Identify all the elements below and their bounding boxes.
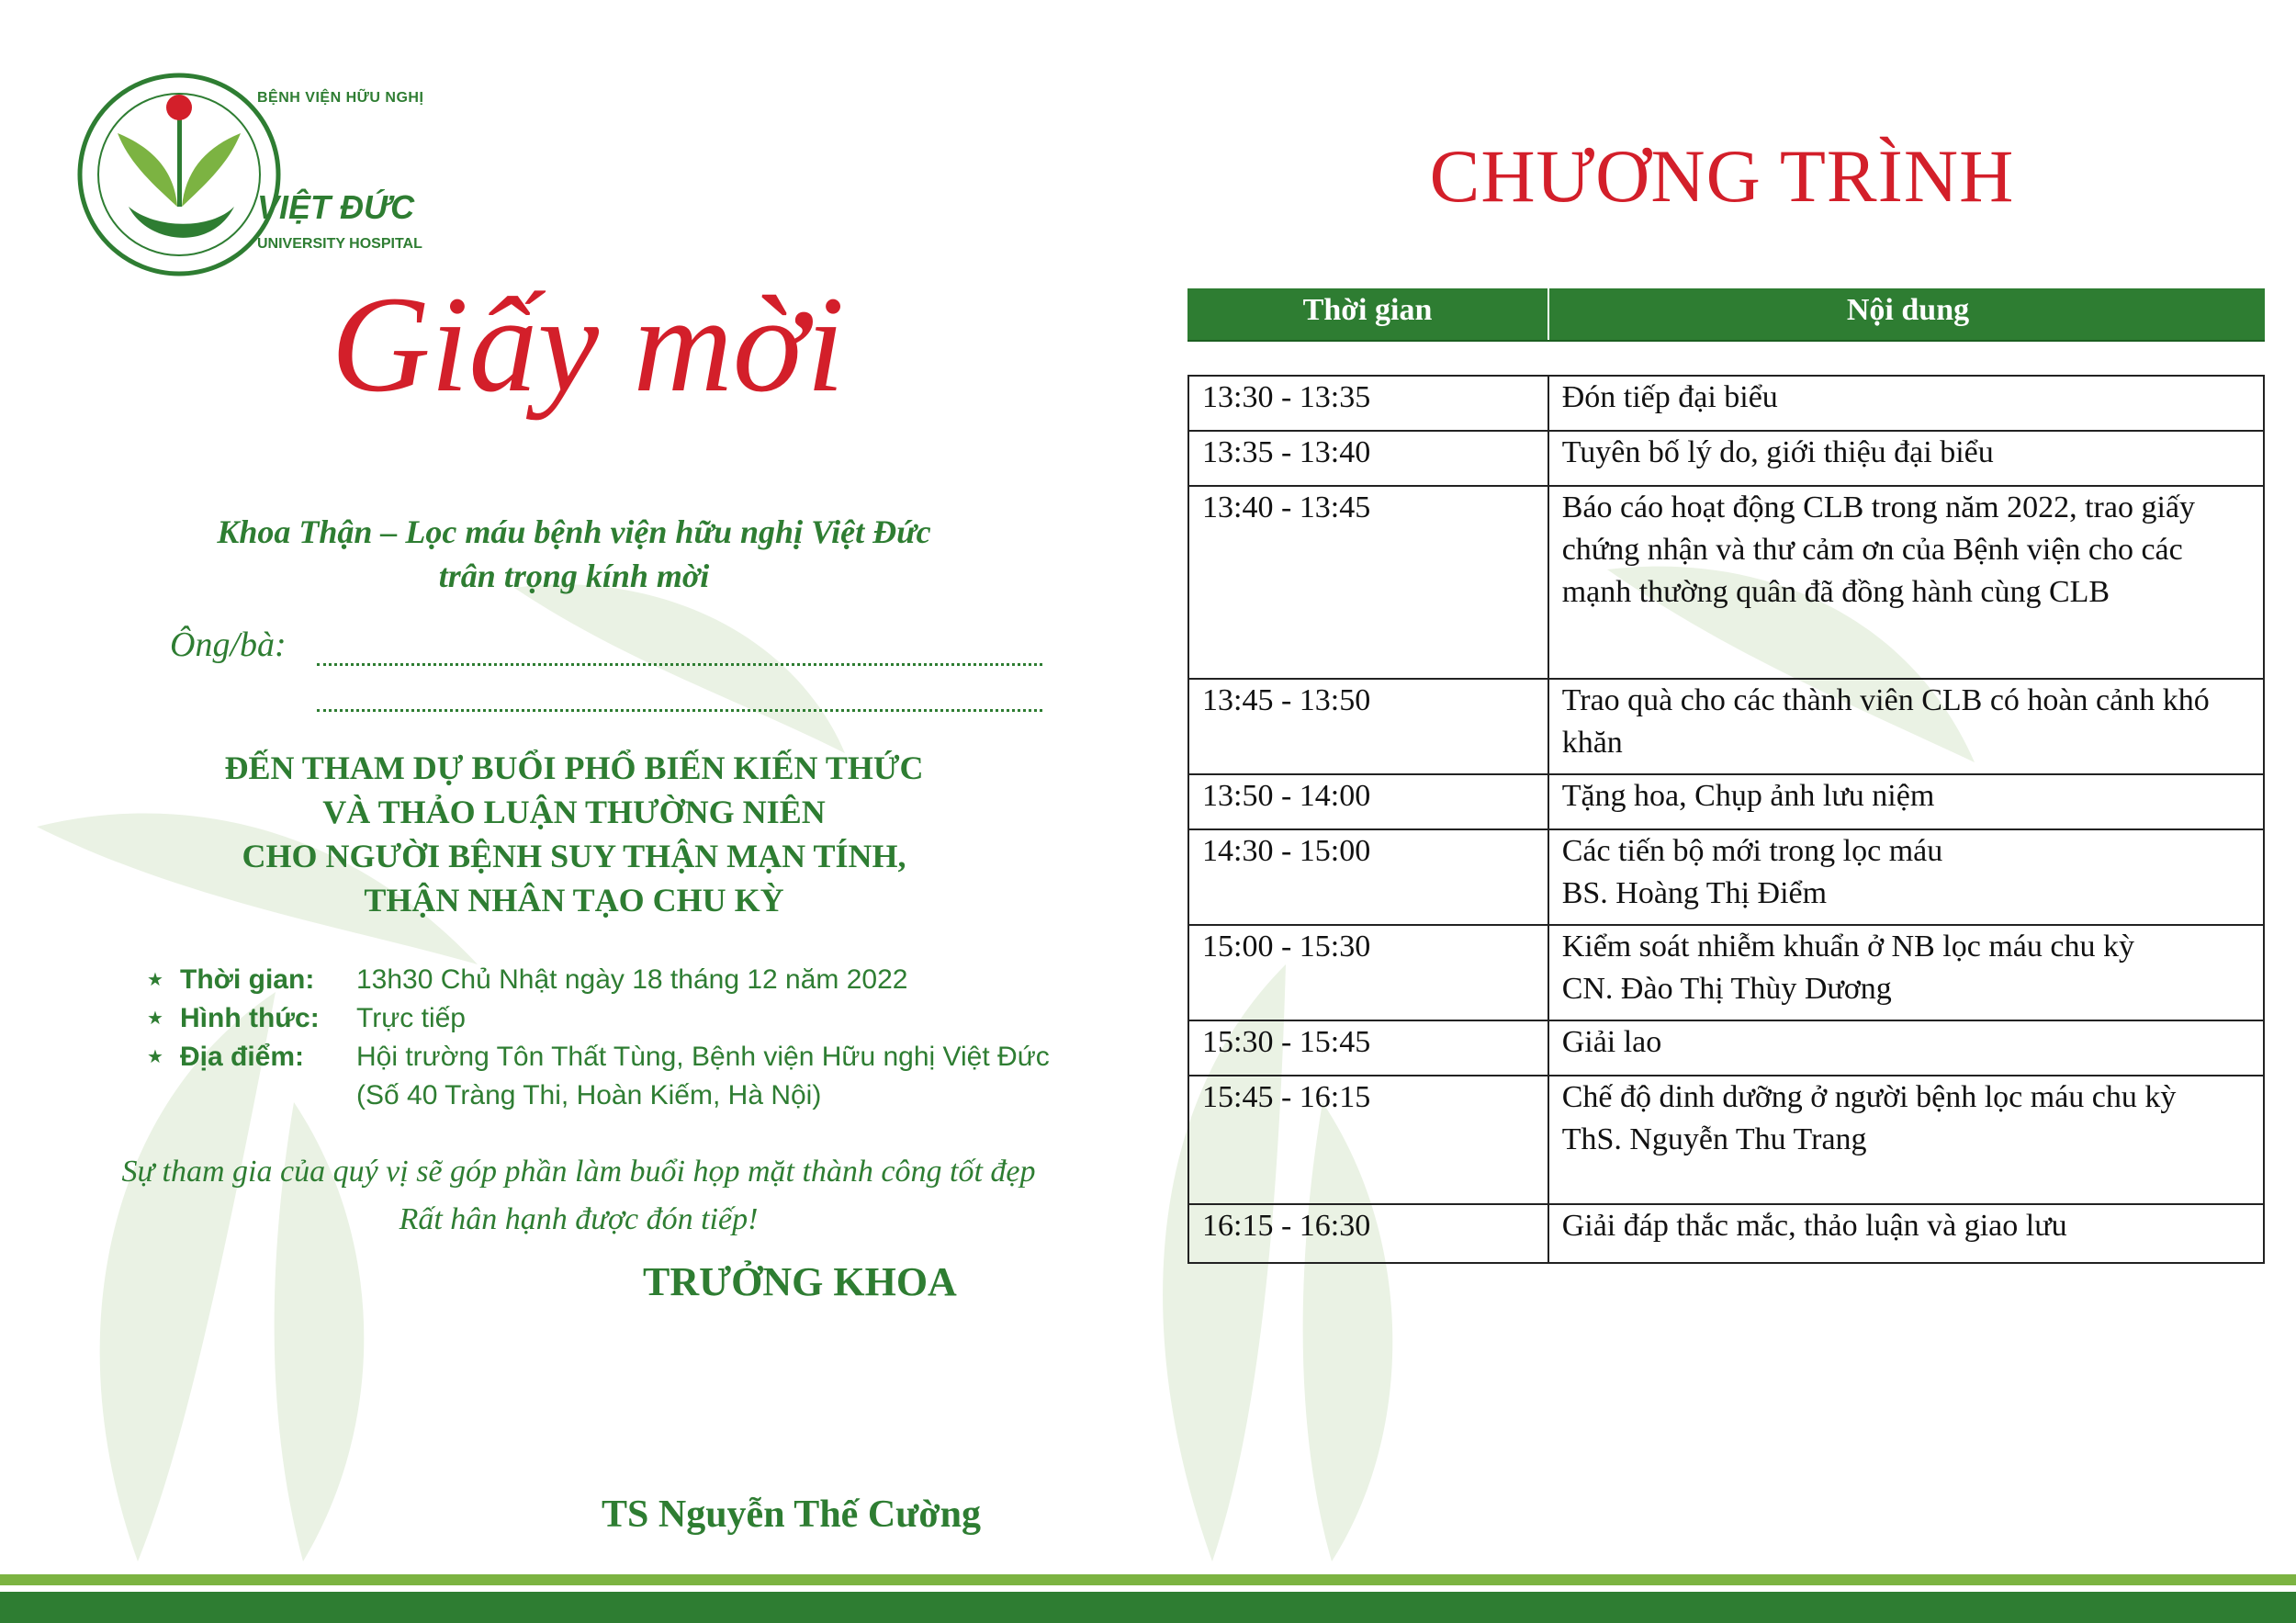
talk-title: Các tiến bộ mới trong lọc máu	[1561, 834, 1943, 868]
detail-value: Hội trường Tôn Thất Tùng, Bệnh viện Hữu nghị Việt Đức	[356, 1042, 1050, 1072]
row-content	[1548, 829, 2264, 925]
event-title-line: THẬN NHÂN TẠO CHU KỲ	[364, 882, 784, 919]
invite-org	[110, 510, 1038, 598]
row-content: Đón tiếp đại biểu	[1548, 376, 2264, 431]
row-time: 15:00 - 15:30	[1188, 925, 1548, 1020]
table-row	[1188, 376, 2264, 431]
detail-place	[147, 1042, 1111, 1080]
footer-band-light	[0, 1574, 2296, 1585]
event-title-line: VÀ THẢO LUẬN THƯỜNG NIÊN	[322, 794, 826, 830]
speaker-name: CN. Đào Thị Thùy Dương	[1561, 972, 1892, 1006]
row-time: 13:30 - 13:35	[1188, 376, 1548, 431]
detail-format	[147, 1003, 1111, 1042]
event-title-line: ĐẾN THAM DỰ BUỔI PHỔ BIẾN KIẾN THỨC	[224, 750, 924, 786]
detail-label: Hình thức:	[180, 1003, 320, 1033]
signer-name: TS Nguyễn Thế Cường	[602, 1493, 981, 1536]
logo-text-top: BỆNH VIỆN HỮU NGHỊ	[257, 90, 424, 106]
row-content: Trao quà cho các thành viên CLB có hoàn cảnh khó khăn	[1548, 679, 2264, 774]
row-content: Tặng hoa, Chụp ảnh lưu niệm	[1548, 774, 2264, 829]
table-row	[1188, 431, 2264, 486]
event-title-line: CHO NGƯỜI BỆNH SUY THẬN MẠN TÍNH,	[242, 838, 906, 874]
row-time: 16:15 - 16:30	[1188, 1204, 1548, 1263]
row-time: 13:45 - 13:50	[1188, 679, 1548, 774]
row-content: Báo cáo hoạt động CLB trong năm 2022, trao giấy chứng nhận và thư cảm ơn của Bệnh viện cho các mạnh thường quân đã đồng hành cùng CLB	[1548, 486, 2264, 679]
speaker-name: ThS. Nguyễn Thu Trang	[1561, 1122, 1867, 1156]
invitation-title: Giấy mời	[331, 268, 845, 421]
table-row	[1188, 486, 2264, 679]
table-row	[1188, 679, 2264, 774]
row-time: 14:30 - 15:00	[1188, 829, 1548, 925]
row-content: Tuyên bố lý do, giới thiệu đại biểu	[1548, 431, 2264, 486]
event-details	[147, 964, 1111, 1119]
program-table	[1187, 375, 2265, 1264]
table-row	[1188, 1076, 2264, 1204]
program-table-header	[1187, 288, 2265, 342]
closing-line: Rất hân hạnh được đón tiếp!	[399, 1202, 759, 1236]
row-content	[1548, 925, 2264, 1020]
star-icon: ★	[147, 970, 163, 990]
closing-text	[37, 1148, 1120, 1244]
table-row	[1188, 774, 2264, 829]
row-time: 13:35 - 13:40	[1188, 431, 1548, 486]
talk-title: Kiểm soát nhiễm khuẩn ở NB lọc máu chu kỳ	[1561, 930, 2134, 964]
star-icon: ★	[147, 1047, 163, 1067]
talk-title: Chế độ dinh dưỡng ở người bệnh lọc máu chu kỳ	[1561, 1080, 2177, 1114]
logo-text-bottom: UNIVERSITY HOSPITAL	[257, 236, 422, 252]
detail-value: (Số 40 Tràng Thi, Hoàn Kiếm, Hà Nội)	[356, 1080, 822, 1110]
table-row	[1188, 1020, 2264, 1076]
logo-text-main: VIỆT ĐỨC	[257, 188, 415, 226]
row-content	[1548, 1076, 2264, 1204]
table-row	[1188, 1204, 2264, 1263]
detail-address	[147, 1080, 1111, 1119]
detail-value: 13h30 Chủ Nhật ngày 18 tháng 12 năm 2022	[356, 964, 908, 995]
row-content: Giải lao	[1548, 1020, 2264, 1076]
speaker-name: BS. Hoàng Thị Điểm	[1561, 876, 1828, 910]
invite-phrase: trân trọng kính mời	[438, 558, 710, 594]
detail-label: Địa điểm:	[180, 1042, 305, 1072]
footer-band-dark	[0, 1592, 2296, 1623]
closing-line: Sự tham gia của quý vị sẽ góp phần làm buổi họp mặt thành công tốt đẹp	[121, 1155, 1036, 1189]
table-row	[1188, 829, 2264, 925]
detail-value: Trực tiếp	[356, 1003, 466, 1033]
column-header-content: Nội dung	[1548, 288, 2267, 340]
column-header-time: Thời gian	[1302, 293, 1433, 327]
table-row	[1188, 925, 2264, 1020]
signer-role: TRƯỞNG KHOA	[643, 1259, 957, 1304]
detail-label: Thời gian:	[180, 964, 315, 995]
row-time: 13:40 - 13:45	[1188, 486, 1548, 679]
org-line: Khoa Thận – Lọc máu bệnh viện hữu nghị Việt Đức	[217, 513, 931, 550]
event-title	[101, 746, 1047, 922]
program-title: CHƯƠNG TRÌNH	[1429, 134, 2015, 218]
recipient-dotted-line	[317, 663, 1042, 666]
recipient-dotted-line	[317, 709, 1042, 712]
detail-time	[147, 964, 1111, 1003]
row-time: 15:30 - 15:45	[1188, 1020, 1548, 1076]
row-content: Giải đáp thắc mắc, thảo luận và giao lưu	[1548, 1204, 2264, 1263]
star-icon: ★	[147, 1009, 163, 1029]
row-time: 15:45 - 16:15	[1188, 1076, 1548, 1204]
recipient-label: Ông/bà:	[170, 626, 287, 664]
row-time: 13:50 - 14:00	[1188, 774, 1548, 829]
